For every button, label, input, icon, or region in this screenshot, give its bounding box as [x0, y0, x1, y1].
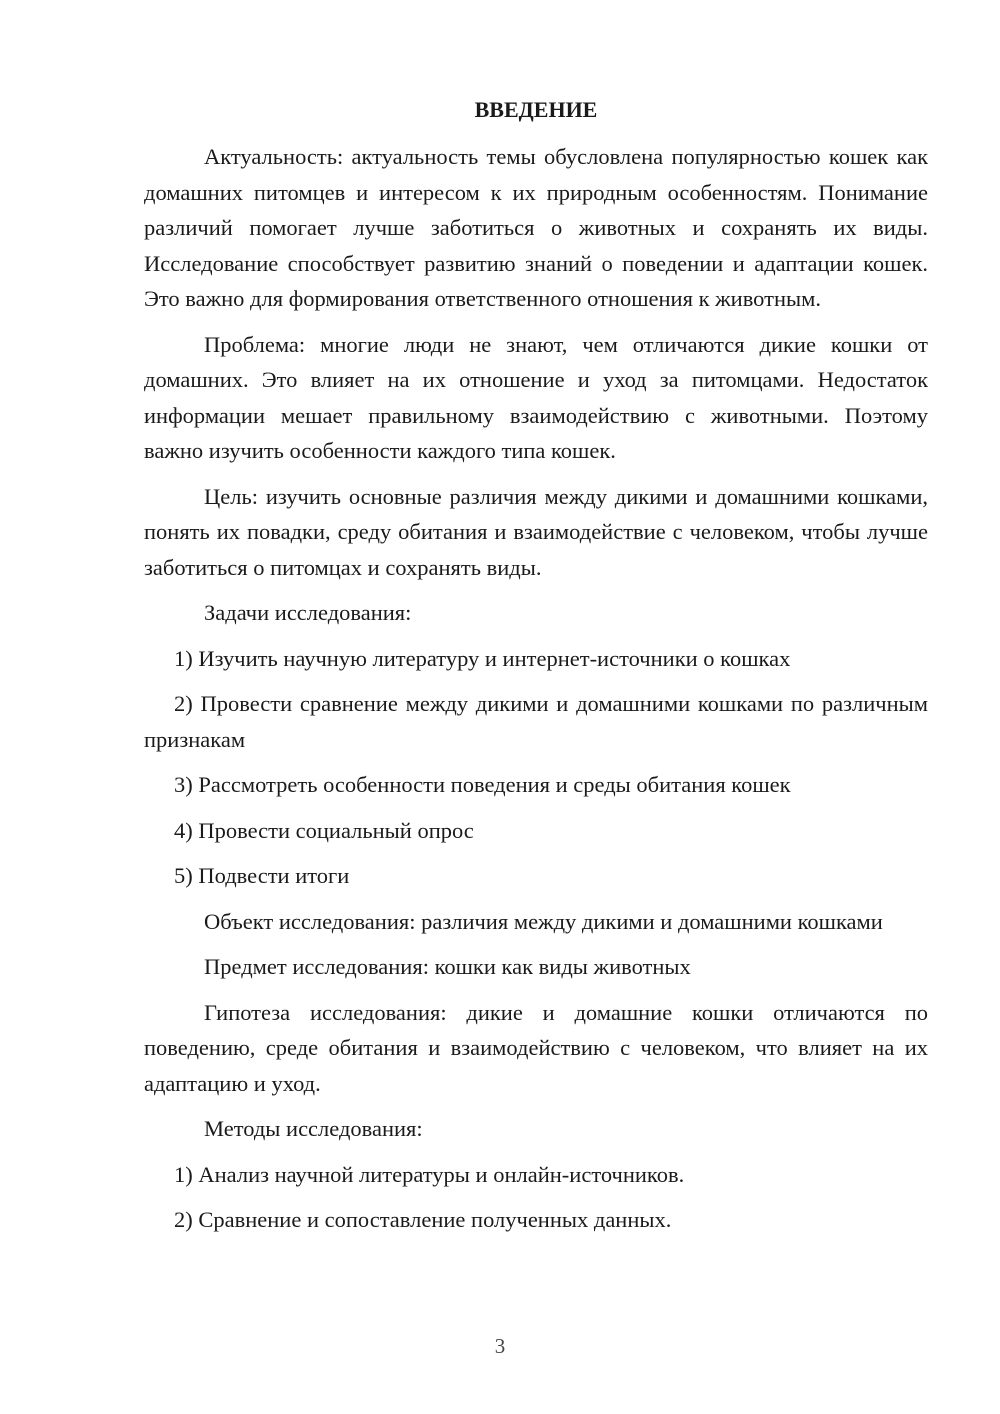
hypothesis-paragraph: Гипотеза исследования: дикие и домашние кошки отличаются по поведению, среде обитания и взаимодействию с человеком, что влияет на их адаптацию и уход.	[144, 999, 928, 1096]
page-number: 3	[494, 1334, 506, 1358]
task-item-4: 4) Провести социальный опрос	[174, 817, 474, 843]
tasks-heading: Задачи исследования:	[204, 600, 412, 625]
task-item-5: 5) Подвести итоги	[174, 863, 350, 888]
problem-paragraph: Проблема: многие люди не знают, чем отличаются дикие кошки от домашних. Это влияет на их отношение и уход за питомцами. Недостаток информации мешает правильному взаимодействию с животными. Поэтому важно изучить особенности каждого типа кошек.	[144, 331, 928, 463]
task-item-2: 2) Провести сравнение между дикими и домашними кошками по различным признакам	[144, 691, 928, 752]
section-title: ВВЕДЕНИЕ	[474, 97, 598, 122]
page-content	[144, 95, 928, 1248]
subject-paragraph: Предмет исследования: кошки как виды животных	[204, 954, 691, 979]
object-paragraph: Объект исследования: различия между дикими и домашними кошками	[204, 908, 883, 934]
method-item-1: 1) Анализ научной литературы и онлайн-источников.	[174, 1161, 685, 1187]
task-item-3: 3) Рассмотреть особенности поведения и среды обитания кошек	[174, 772, 791, 797]
task-item-1: 1) Изучить научную литературу и интернет-источники о кошках	[174, 645, 791, 671]
relevance-paragraph: Актуальность: актуальность темы обусловлена популярностью кошек как домашних питомцев и интересом к их природным особенностям. Понимание различий помогает лучше заботиться о животных и сохранять их виды. Исследование способствует развитию знаний о поведении и адаптации кошек. Это важно для формирования ответственного отношения к животным.	[144, 144, 928, 311]
goal-paragraph: Цель: изучить основные различия между дикими и домашними кошками, понять их повадки, среду обитания и взаимодействие с человеком, чтобы лучше заботиться о питомцах и сохранять виды.	[144, 483, 928, 580]
methods-heading: Методы исследования:	[204, 1116, 423, 1141]
method-item-2: 2) Сравнение и сопоставление полученных данных.	[174, 1207, 672, 1232]
